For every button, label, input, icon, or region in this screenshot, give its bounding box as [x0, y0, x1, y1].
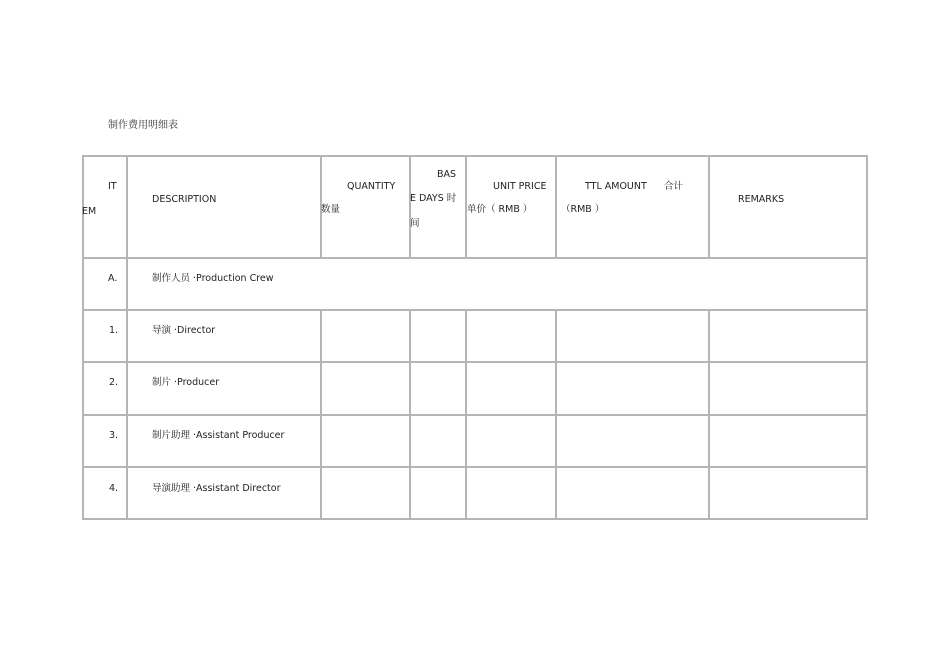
page-title: 制作费用明细表 — [108, 120, 178, 131]
table-column-rule — [409, 155, 411, 259]
row-description: 制片助理 ·Assistant Producer — [152, 430, 285, 441]
header-remarks: REMARKS — [738, 194, 785, 205]
row-description: 导演助理 ·Assistant Director — [152, 483, 281, 494]
table-column-rule — [708, 155, 710, 259]
header-item: EM — [82, 206, 97, 217]
table-rule — [82, 361, 868, 363]
table-column-rule — [555, 309, 557, 520]
header-quantity: 数量 — [321, 204, 341, 215]
header-ttl-amount: 合计 — [664, 181, 684, 192]
table-column-rule — [708, 309, 710, 520]
header-ttl-amount: （RMB ） — [561, 204, 605, 215]
row-item: 2. — [109, 377, 119, 388]
cost-breakdown-table — [82, 155, 868, 520]
header-item: IT — [108, 181, 117, 192]
row-item: 4. — [109, 483, 119, 494]
header-unit-price: UNIT PRICE — [493, 181, 547, 192]
header-base-days: BAS — [437, 169, 457, 180]
header-base-days: 间 — [410, 218, 420, 229]
header-unit-price: 单价（ RMB ） — [467, 204, 533, 215]
row-description: 导演 ·Director — [152, 325, 216, 336]
table-column-rule — [126, 155, 128, 520]
section-description: 制作人员 ·Production Crew — [152, 273, 274, 284]
section-item: A. — [108, 273, 118, 284]
table-rule — [82, 466, 868, 468]
table-rule — [82, 257, 868, 259]
table-border-top — [82, 155, 868, 157]
header-ttl-amount: TTL AMOUNT — [585, 181, 647, 192]
header-quantity: QUANTITY — [347, 181, 396, 192]
table-column-rule — [555, 155, 557, 259]
table-column-rule — [465, 309, 467, 520]
table-column-rule — [409, 309, 411, 520]
row-item: 3. — [109, 430, 119, 441]
table-border-bottom — [82, 518, 868, 520]
row-description: 制片 ·Producer — [152, 377, 220, 388]
header-description: DESCRIPTION — [152, 194, 217, 205]
table-column-rule — [320, 309, 322, 520]
table-border-right — [866, 155, 868, 520]
table-rule — [82, 309, 868, 311]
row-item: 1. — [109, 325, 119, 336]
table-rule — [82, 414, 868, 416]
header-base-days: E DAYS 时 — [410, 193, 457, 204]
